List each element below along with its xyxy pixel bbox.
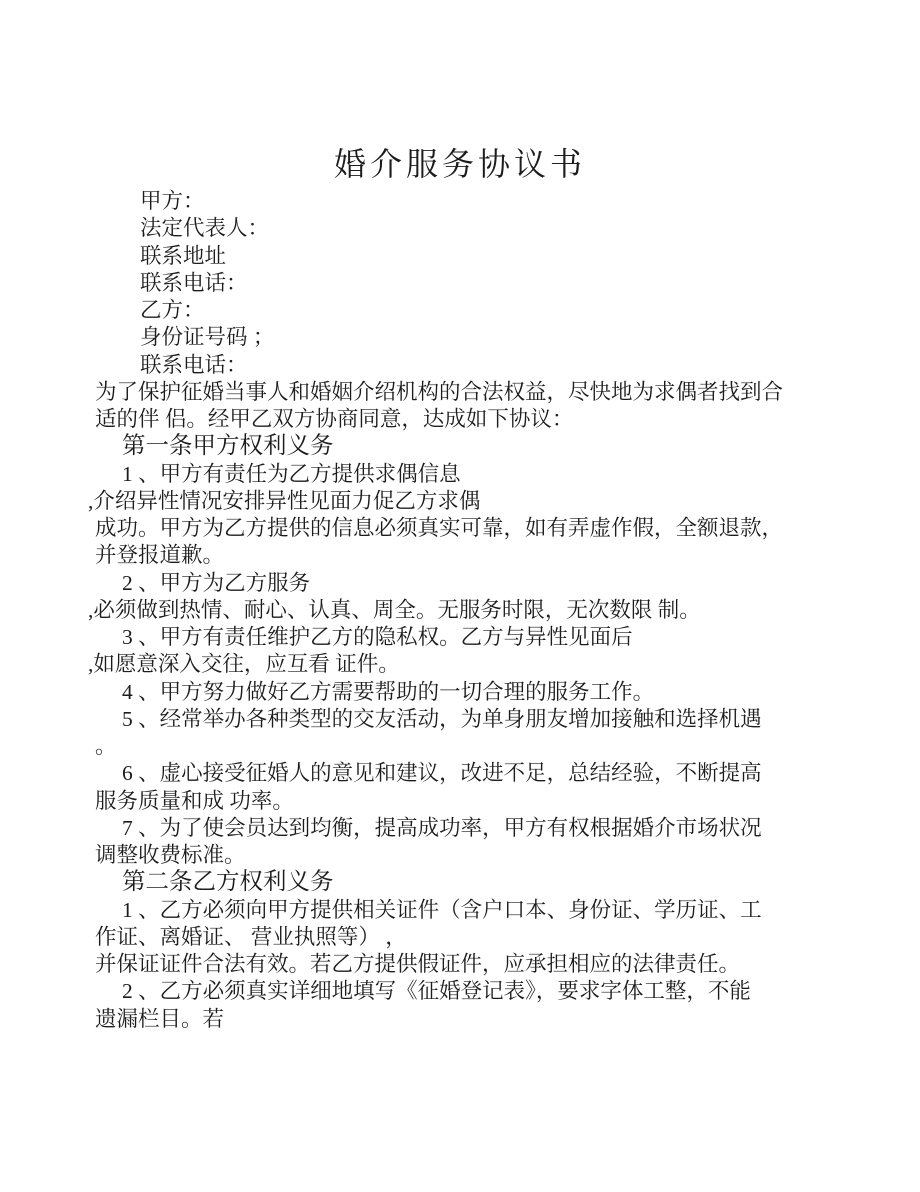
document-line: 身份证号码 ； <box>140 325 275 350</box>
document-line: 1 、甲方有责任为乙方提供求偶信息 <box>122 461 461 486</box>
document-line: 联系电话： <box>140 352 248 377</box>
document-line: 1 、乙方必须向甲方提供相关证件（含户口本、身份证、学历证、工 <box>122 897 762 922</box>
document-line: 。 <box>95 734 117 758</box>
document-line: 服务质量和成 功率。 <box>95 788 294 813</box>
document-body <box>88 188 827 1033</box>
document-line: 遗漏栏目。若 <box>95 1006 225 1031</box>
document-line: 联系电话： <box>140 270 248 295</box>
document-line: 为了保护征婚当事人和婚姻介绍机构的合法权益，尽快地为求偶者找到合 <box>95 379 784 404</box>
document-line: 法定代表人： <box>140 216 270 241</box>
document-line: ,必须做到热情、耐心、认真、周全。无服务时限，无次数限 制。 <box>88 597 701 622</box>
document-line: 2 、甲方为乙方服务 <box>122 570 311 595</box>
document-line: 适的伴 侣。经甲乙双方协商同意，达成如下协议： <box>95 407 574 431</box>
document-line: 甲方： <box>140 189 205 213</box>
document-line: ,介绍异性情况安排异性见面力促乙方求偶 <box>88 488 481 513</box>
document-line: 乙方： <box>140 298 205 322</box>
document-line: 3 、甲方有责任维护乙方的隐私权。乙方与异性见面后 <box>122 625 633 649</box>
document-line: 6 、虚心接受征婚人的意见和建议，改进不足，总结经验，不断提高 <box>122 761 762 786</box>
document-line: 并保证证件合法有效。若乙方提供假证件，应承担相应的法律责任。 <box>95 952 741 976</box>
document-line: 成功。甲方为乙方提供的信息必须真实可靠，如有弄虚作假，全额退款， <box>95 516 784 540</box>
document-line: 作证、离婚证、 营业执照等） ， <box>95 924 407 949</box>
document-line: 5 、经常举办各种类型的交友活动，为单身朋友增加接触和选择机遇 <box>122 706 762 731</box>
document-line: 调整收费标准。 <box>95 843 246 867</box>
document-line: 2 、乙方必须真实详细地填写《征婚登记表》，要求字体工整，不能 <box>122 979 751 1004</box>
document-title: 婚介服务协议书 <box>333 146 586 182</box>
document-line: 第二条乙方权利义务 <box>122 869 334 896</box>
document-line: 第一条甲方权利义务 <box>122 433 334 460</box>
document-line: ,如愿意深入交往，应互看 证件。 <box>88 652 400 677</box>
document-line: 4 、甲方努力做好乙方需要帮助的一切合理的服务工作。 <box>122 679 655 704</box>
document-line: 联系地址 <box>140 243 227 268</box>
document-line: 并登报道歉。 <box>95 543 225 568</box>
document-line: 7 、为了使会员达到均衡，提高成功率，甲方有权根据婚介市场状况 <box>122 815 762 840</box>
